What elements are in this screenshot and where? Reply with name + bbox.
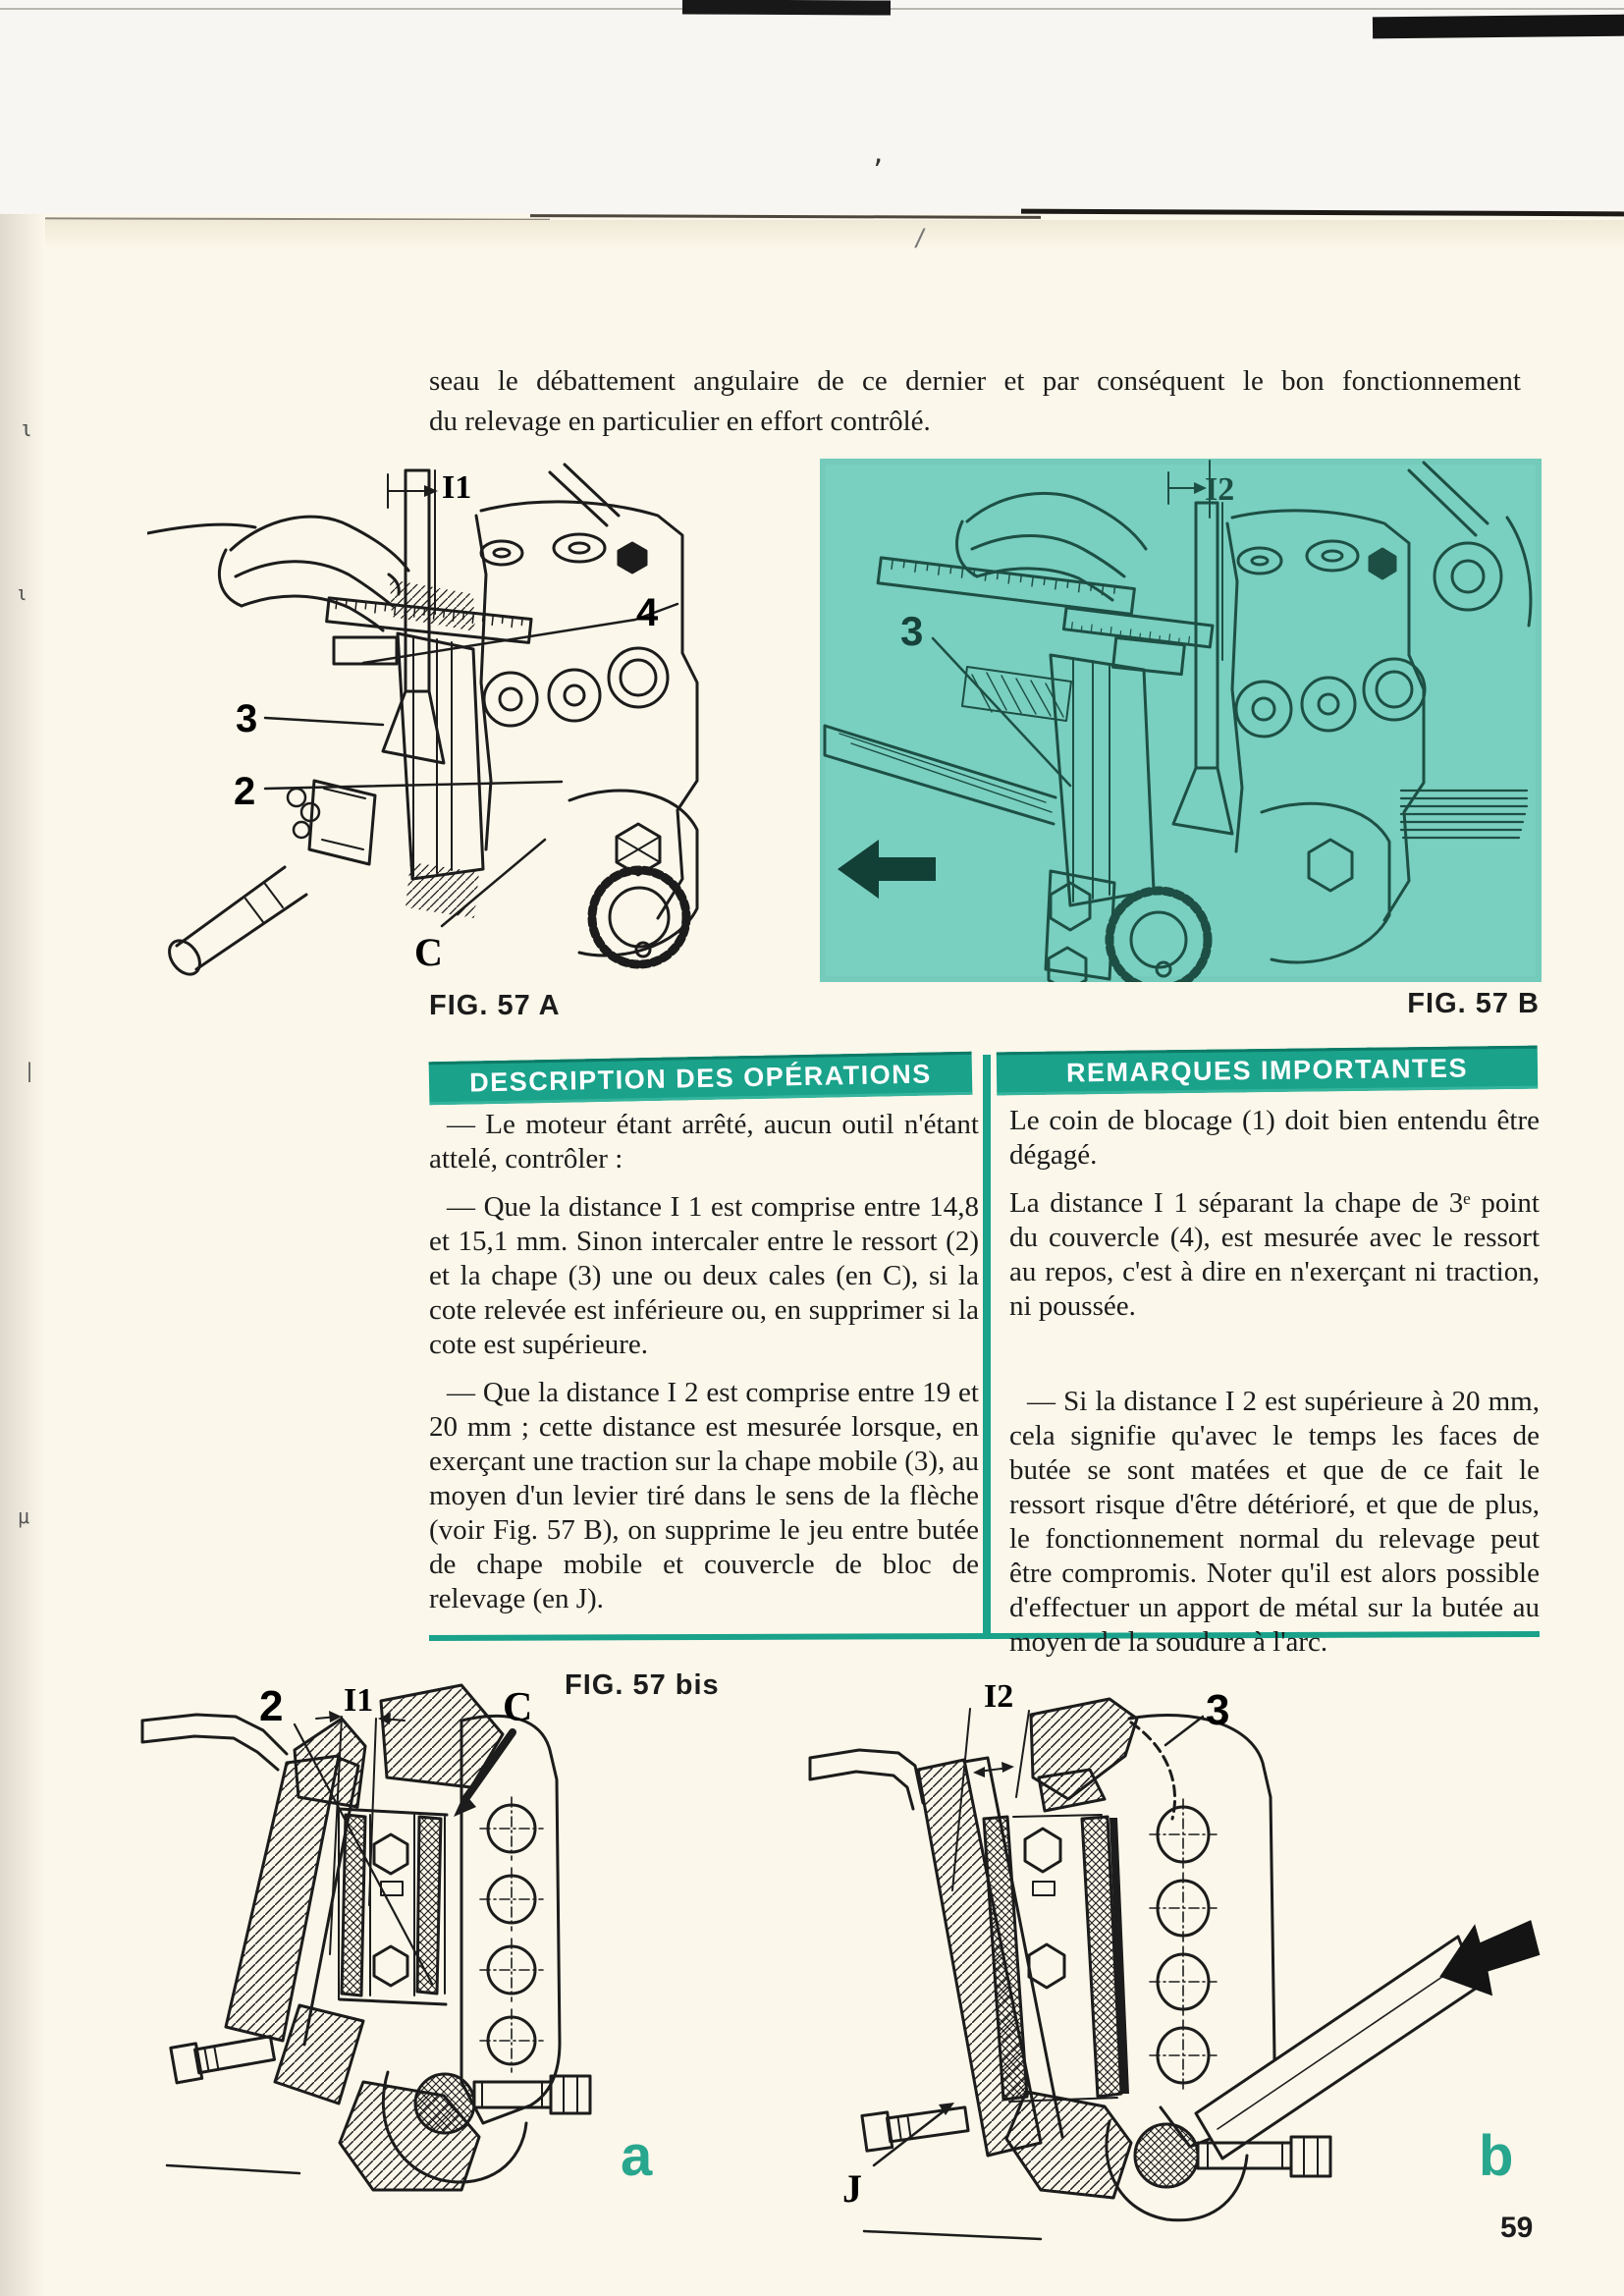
fig57a-label-2: 2 <box>234 770 256 813</box>
intro-paragraph <box>429 361 1521 442</box>
operations-header-bar <box>429 1052 973 1106</box>
binding-mark: ι <box>16 581 28 605</box>
binding-mark: ι <box>20 417 33 442</box>
remarks-paragraph-3: — Si la distance I 2 est supérieure à 20 mm, cela signifie qu'avec le temps les faces de butée se sont matées et que de ce fait le ressort risque d'être détérioré, et que de plus, le fonctionnement normal du relevage peut être compromis. Noter qu'il est alors possible d'effectuer un apport de métal sur la butée au moyen de la soudure à l'arc. <box>1009 1386 1540 1658</box>
fig57bis-caption: FIG. 57 bis <box>565 1669 720 1701</box>
scan-speck: ’ <box>870 155 886 185</box>
fig57bis-b-label-i2: I2 <box>984 1678 1014 1715</box>
operations-paragraph-3: — Que la distance I 2 est comprise entre 19 et 20 mm ; cette distance est mesurée lorsque, en exerçant une traction sur la chape mobile (3), au moyen d'un levier tiré dans le sens de la flèche (voir Fig. 57 B), on supprime le jeu entre butée de chape mobile et couvercle de bloc de relevage (en J). <box>429 1377 979 1614</box>
operations-column <box>429 1108 979 1616</box>
remarks-paragraph-2: La distance I 1 séparant la chape de 3ᵉ point du couvercle (4), est mesurée avec le ressort au repos, c'est à dire en n'exerçant ni traction, ni poussée. <box>1009 1187 1540 1322</box>
fig57b-caption: FIG. 57 B <box>1407 988 1540 1019</box>
torn-edge <box>530 214 1041 219</box>
fig57bis-b-corner-letter: b <box>1479 2124 1514 2188</box>
fig57bis-b-label-3: 3 <box>1206 1686 1230 1734</box>
fig57bis-a-label-c: C <box>503 1685 533 1730</box>
operations-header-label: DESCRIPTION DES OPÉRATIONS <box>468 1058 933 1098</box>
remarks-header-bar <box>997 1046 1538 1096</box>
fig57bis-a-label-2: 2 <box>259 1682 284 1730</box>
column-divider <box>983 1055 991 1638</box>
fig57bis-b-label-j: J <box>842 2166 862 2211</box>
scan-speck: / <box>913 224 928 251</box>
fig57a-label-c: C <box>414 930 443 974</box>
scan-dark-bar <box>1373 15 1624 39</box>
fig57bis-a-label-i1: I1 <box>344 1682 374 1719</box>
binding-mark: μ <box>18 1504 30 1528</box>
binding-mark: | <box>24 1059 36 1082</box>
fig57b-label-3: 3 <box>900 608 924 654</box>
fig57a-caption: FIG. 57 A <box>429 990 561 1021</box>
scan-dark-bar <box>682 0 891 16</box>
fig-57b-drawing <box>820 459 1542 982</box>
remarks-paragraph-1: Le coin de blocage (1) doit bien entendu être dégagé. <box>1009 1105 1540 1171</box>
page-fold-shadow <box>0 220 1624 249</box>
page-number: 59 <box>1500 2212 1534 2244</box>
fig57a-label-i1: I1 <box>442 469 472 506</box>
fig-57a-drawing <box>147 457 795 982</box>
fig-57bis-b-drawing <box>805 1660 1542 2269</box>
fig57a-label-3: 3 <box>236 697 258 740</box>
fig-57bis-a-drawing <box>137 1660 746 2249</box>
intro-line-2: du relevage en particulier en effort contrôlé. <box>429 406 931 437</box>
operations-paragraph-1: — Le moteur étant arrêté, aucun outil n'étant attelé, contrôler : <box>429 1109 979 1175</box>
operations-paragraph-2: — Que la distance I 1 est comprise entre 14,8 et 15,1 mm. Sinon intercaler entre le ressort (2) et la chape (3) une ou deux cales (en C), si la cote relevée est inférieure ou, en supprimer si la cote est supérieure. <box>429 1191 979 1360</box>
binding-shadow <box>0 214 45 2296</box>
fig57b-label-i2: I2 <box>1205 471 1235 508</box>
intro-line-1: seau le débattement angulaire de ce dernier et par conséquent le bon fonctionnement <box>429 365 1521 397</box>
fig57a-label-4: 4 <box>636 591 659 634</box>
fig57bis-a-corner-letter: a <box>621 2124 653 2188</box>
remarks-column <box>1009 1104 1540 1660</box>
remarks-header-label: REMARQUES IMPORTANTES <box>1065 1053 1469 1087</box>
